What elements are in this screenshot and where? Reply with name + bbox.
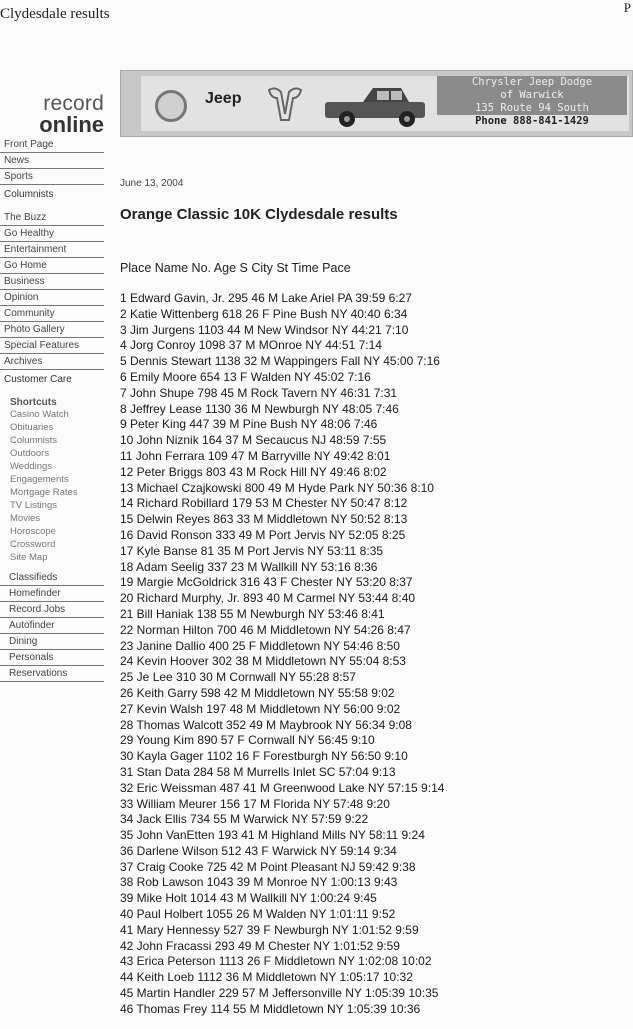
nav-item-front-page[interactable]: Front Page [0,137,104,153]
nav-item-record-jobs[interactable]: Record Jobs [0,602,104,618]
logo-word-record: record [43,92,104,115]
result-row: 19 Margie McGoldrick 316 43 F Chester NY 53:20 8:37 [120,575,413,590]
shortcut-link-columnists[interactable]: Columnists [10,435,57,446]
result-row: 44 Keith Loeb 1112 36 M Middletown NY 1:05:17 10:32 [120,970,413,985]
print-page-mark: P [623,0,631,15]
nav-item-go-healthy[interactable]: Go Healthy [0,226,104,242]
result-row: 33 William Meurer 156 17 M Florida NY 57:48 9:20 [120,796,390,811]
nav-item-business[interactable]: Business [0,274,104,290]
result-row: 43 Erica Peterson 1113 26 F Middletown NY 1:02:08 10:02 [120,954,432,969]
result-row: 4 Jorg Conroy 1098 37 M MOnroe NY 44:51 7:14 [120,338,382,353]
result-row: 8 Jeffrey Lease 1130 36 M Newburgh NY 48:05 7:46 [120,401,399,416]
results-column-headers: Place Name No. Age S City St Time Pace [120,261,351,275]
result-row: 46 Thomas Frey 114 55 M Middletown NY 1:05:39 10:36 [120,1001,421,1016]
shortcut-link-movies[interactable]: Movies [10,513,41,524]
dealer-ad-banner[interactable] [120,70,633,137]
nav-item-opinion[interactable]: Opinion [0,290,104,306]
dealer-info [437,76,627,128]
pickup-truck-icon [323,82,433,128]
result-row: 3 Jim Jurgens 1103 44 M New Windsor NY 44:21 7:10 [120,322,409,337]
site-logo[interactable] [0,93,104,135]
result-row: 20 Richard Murphy, Jr. 893 40 M Carmel NY 53:44 8:40 [120,591,416,606]
article-date: June 13, 2004 [120,178,184,189]
result-row: 23 Janine Dallio 400 25 F Middletown NY 54:46 8:50 [120,638,400,653]
result-row: 13 Michael Czajkowski 800 49 M Hyde Park NY 50:36 8:10 [120,480,434,495]
shortcut-link-tv-listings[interactable]: TV Listings [10,500,57,511]
result-row: 40 Paul Holbert 1055 26 M Walden NY 1:01:11 9:52 [120,907,396,922]
result-row: 34 Jack Ellis 734 55 M Warwick NY 57:59 9:22 [120,812,369,827]
shortcut-link-site-map[interactable]: Site Map [10,552,48,563]
nav-item-columnists[interactable]: Columnists [4,189,54,200]
result-row: 35 John VanEtten 193 41 M Highland Mills NY 58:11 9:24 [120,828,425,843]
result-row: 22 Norman Hilton 700 46 M Middletown NY 54:26 8:47 [120,622,411,637]
jeep-brand-text: Jeep [205,90,242,107]
result-row: 14 Richard Robillard 179 53 M Chester NY 50:47 8:12 [120,496,408,511]
shortcut-link-outdoors[interactable]: Outdoors [10,448,50,459]
result-row: 37 Craig Cooke 725 42 M Point Pleasant NJ 59:42 9:38 [120,859,416,874]
shortcut-link-obituaries[interactable]: Obituaries [10,422,54,433]
result-row: 42 John Fracassi 293 49 M Chester NY 1:01:52 9:59 [120,938,400,953]
result-row: 6 Emily Moore 654 13 F Walden NY 45:02 7:16 [120,369,371,384]
result-row: 36 Darlene Wilson 512 43 F Warwick NY 59:14 9:34 [120,843,397,858]
nav-item-homefinder[interactable]: Homefinder [0,586,104,602]
result-row: 11 John Ferrara 109 47 M Barryville NY 49:42 8:01 [120,448,391,463]
nav-item-special-features[interactable]: Special Features [0,338,104,354]
result-row: 1 Edward Gavin, Jr. 295 46 M Lake Ariel PA 39:59 6:27 [120,291,412,305]
nav-item-entertainment[interactable]: Entertainment [0,242,104,258]
shortcut-link-casino-watch[interactable]: Casino Watch [10,409,69,420]
shortcut-link-horoscope[interactable]: Horoscope [10,526,56,537]
result-row: 32 Eric Weissman 487 41 M Greenwood Lake NY 57:15 9:14 [120,780,445,795]
result-row: 5 Dennis Stewart 1138 32 M Wappingers Fall NY 45:00 7:16 [120,354,440,369]
result-row: 12 Peter Briggs 803 43 M Rock Hill NY 49:46 8:02 [120,464,387,479]
result-row: 26 Keith Garry 598 42 M Middletown NY 55:58 9:02 [120,685,395,700]
results-list [120,291,444,1018]
nav-item-personals[interactable]: Personals [0,650,104,666]
result-row: 10 John Niznik 164 37 M Secaucus NJ 48:59 7:55 [120,433,387,448]
sidebar-nav [0,137,104,682]
result-row: 18 Adam Seelig 337 23 M Wallkill NY 53:16 8:36 [120,559,378,574]
nav-item-archives[interactable]: Archives [0,354,104,370]
result-row: 31 Stan Data 284 58 M Murrells Inlet SC 57:04 9:13 [120,764,396,779]
result-row: 24 Kevin Hoover 302 38 M Middletown NY 55:04 8:53 [120,654,406,669]
chrysler-badge-icon [155,90,187,122]
result-row: 41 Mary Hennessy 527 39 F Newburgh NY 1:01:52 9:59 [120,922,419,937]
shortcut-link-mortgage-rates[interactable]: Mortgage Rates [10,487,78,498]
shortcut-link-weddings[interactable]: Weddings [10,461,53,472]
result-row: 9 Peter King 447 39 M Pine Bush NY 48:06 7:46 [120,417,378,432]
dealer-line: Chrysler Jeep Dodge [437,76,627,89]
result-row: 17 Kyle Banse 81 35 M Port Jervis NY 53:11 8:35 [120,543,384,558]
result-row: 25 Je Lee 310 30 M Cornwall NY 55:28 8:57 [120,670,356,685]
ad-inner [141,76,629,131]
shortcuts-heading: Shortcuts [10,397,57,408]
print-header-title: Clydesdale results [0,6,110,22]
result-row: 39 Mike Holt 1014 43 M Wallkill NY 1:00:24 9:45 [120,891,377,906]
dealer-line: 135 Route 94 South [437,102,627,115]
result-row: 2 Katie Wittenberg 618 26 F Pine Bush NY 40:40 6:34 [120,306,408,321]
result-row: 45 Martin Handler 229 57 M Jeffersonville NY 1:05:39 10:35 [120,986,439,1001]
result-row: 28 Thomas Walcott 352 49 M Maybrook NY 56:34 9:08 [120,717,412,732]
result-row: 21 Bill Haniak 138 55 M Newburgh NY 53:46 8:41 [120,606,385,621]
result-row: 30 Kayla Gager 1102 16 F Forestburgh NY 56:50 9:10 [120,749,408,764]
article-headline: Orange Classic 10K Clydesdale results [120,206,398,223]
result-row: 16 David Ronson 333 49 M Port Jervis NY 52:05 8:25 [120,527,406,542]
dealer-line: of Warwick [437,89,627,102]
nav-item-customer-care[interactable]: Customer Care [4,374,72,385]
nav-item-go-home[interactable]: Go Home [0,258,104,274]
result-row: 29 Young Kim 890 57 F Cornwall NY 56:45 9:10 [120,733,375,748]
nav-item-community[interactable]: Community [0,306,104,322]
nav-item-photo-gallery[interactable]: Photo Gallery [0,322,104,338]
nav-item-dining[interactable]: Dining [0,634,104,650]
nav-item-autofinder[interactable]: Autofinder [0,618,104,634]
nav-item-reservations[interactable]: Reservations [0,666,104,682]
nav-item-classifieds[interactable]: Classifieds [0,570,104,586]
result-row: 15 Delwin Reyes 863 33 M Middletown NY 50:52 8:13 [120,512,408,527]
shortcut-link-crossword[interactable]: Crossword [10,539,56,550]
nav-item-sports[interactable]: Sports [0,169,104,185]
result-row: 7 John Shupe 798 45 M Rock Tavern NY 46:31 7:31 [120,385,398,400]
result-row: 27 Kevin Walsh 197 48 M Middletown NY 56:00 9:02 [120,701,401,716]
ram-head-icon [265,84,305,124]
shortcut-link-engagements[interactable]: Engagements [10,474,69,485]
dealer-phone: Phone 888-841-1429 [437,115,627,128]
nav-item-the-buzz[interactable]: The Buzz [0,210,104,226]
result-row: 38 Rob Lawson 1043 39 M Monroe NY 1:00:13 9:43 [120,875,398,890]
logo-word-online: online [39,112,104,137]
nav-item-news[interactable]: News [0,153,104,169]
